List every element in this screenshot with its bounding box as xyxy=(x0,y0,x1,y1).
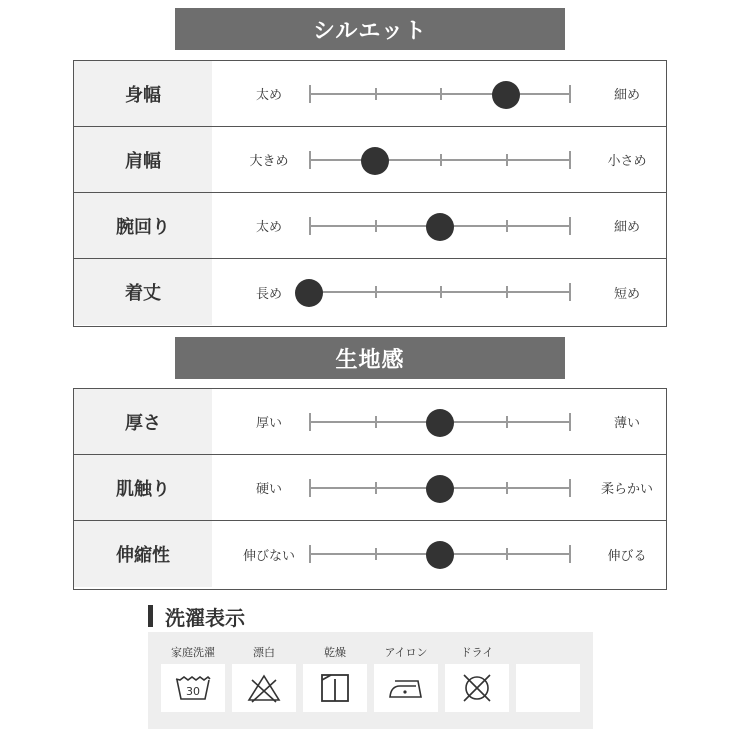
scale-left-label: 伸びない xyxy=(242,548,295,564)
scale-right-label: 伸びる xyxy=(607,548,647,564)
scale-left-label: 厚い xyxy=(255,416,282,431)
title-bar-icon xyxy=(148,605,153,627)
row-label: 肩幅 xyxy=(74,127,212,192)
scale-left-label: 硬い xyxy=(255,482,282,497)
scale-tick xyxy=(440,88,442,100)
spec-row-shoulder-width xyxy=(74,127,666,193)
scale xyxy=(309,455,571,520)
scale-tick xyxy=(375,88,377,100)
scale-tick xyxy=(309,217,311,235)
care-panel xyxy=(148,632,593,729)
scale-tick xyxy=(375,286,377,298)
scale-tick xyxy=(309,479,311,497)
spec-row-arm-circumference xyxy=(74,193,666,259)
scale-marker xyxy=(426,409,454,437)
scale-left-label: 太め xyxy=(255,220,282,235)
wash-temp: 30 xyxy=(186,685,200,698)
care-label: 乾燥 xyxy=(324,646,346,659)
scale-tick xyxy=(309,151,311,169)
scale-tick xyxy=(506,548,508,560)
care-item-dry xyxy=(303,632,367,729)
scale-right-label: 細め xyxy=(613,88,640,103)
spec-row-thickness xyxy=(74,389,666,455)
spec-row-texture xyxy=(74,455,666,521)
scale-tick xyxy=(569,85,571,103)
scale-right-label: 薄い xyxy=(613,416,640,431)
washtub-30-icon xyxy=(161,664,225,712)
row-label: 伸縮性 xyxy=(74,521,212,587)
care-label: アイロン xyxy=(384,646,428,659)
fabric-table xyxy=(73,388,667,590)
spec-row-length xyxy=(74,259,666,325)
scale-tick xyxy=(569,151,571,169)
scale xyxy=(309,127,571,192)
scale-marker xyxy=(492,81,520,109)
spec-row-stretch xyxy=(74,521,666,587)
care-item-home-wash xyxy=(161,632,225,729)
scale-marker xyxy=(426,541,454,569)
care-item-iron xyxy=(374,632,438,729)
scale-tick xyxy=(309,545,311,563)
row-label: 腕回り xyxy=(74,193,212,258)
scale-tick xyxy=(309,413,311,431)
scale-marker xyxy=(295,279,323,307)
scale-tick xyxy=(569,545,571,563)
scale-tick xyxy=(506,220,508,232)
row-label: 厚さ xyxy=(74,389,212,454)
scale-tick xyxy=(440,154,442,166)
row-label: 肌触り xyxy=(74,455,212,520)
scale-tick xyxy=(375,220,377,232)
care-label: 家庭洗濯 xyxy=(171,646,215,659)
scale-tick xyxy=(506,416,508,428)
scale-left-label: 長め xyxy=(255,286,282,302)
scale xyxy=(309,521,571,587)
spec-row-body-width xyxy=(74,61,666,127)
scale-right-label: 小さめ xyxy=(607,154,647,169)
scale-left-label: 大きめ xyxy=(249,154,289,169)
scale xyxy=(309,61,571,126)
scale-tick xyxy=(375,482,377,494)
scale-tick xyxy=(506,154,508,166)
iron-low-icon xyxy=(374,664,438,712)
care-label: 漂白 xyxy=(253,646,275,659)
scale-tick xyxy=(375,416,377,428)
row-label: 着丈 xyxy=(74,259,212,325)
scale-marker xyxy=(361,147,389,175)
scale-tick xyxy=(375,548,377,560)
no-dry-clean-icon xyxy=(445,664,509,712)
scale-tick xyxy=(569,217,571,235)
scale-tick xyxy=(440,286,442,298)
silhouette-table xyxy=(73,60,667,327)
row-label: 身幅 xyxy=(74,61,212,126)
scale-right-label: 細め xyxy=(613,220,640,235)
scale xyxy=(309,259,571,325)
scale-tick xyxy=(569,413,571,431)
scale-marker xyxy=(426,475,454,503)
care-item-empty xyxy=(516,632,580,729)
care-item-dry-clean xyxy=(445,632,509,729)
scale-tick xyxy=(506,482,508,494)
scale xyxy=(309,389,571,454)
scale-tick xyxy=(309,85,311,103)
scale-tick xyxy=(506,286,508,298)
care-empty-box xyxy=(516,664,580,712)
care-title-text: 洗濯表示 xyxy=(165,605,245,630)
scale-marker xyxy=(426,213,454,241)
fabric-header: 生地感 xyxy=(175,337,565,379)
silhouette-header: シルエット xyxy=(175,8,565,50)
no-bleach-icon xyxy=(232,664,296,712)
care-item-bleach xyxy=(232,632,296,729)
line-dry-icon xyxy=(303,664,367,712)
scale-left-label: 太め xyxy=(255,88,282,103)
scale-right-label: 柔らかい xyxy=(600,482,653,497)
care-title xyxy=(148,603,245,629)
scale-tick xyxy=(569,479,571,497)
care-label: ドライ xyxy=(460,646,494,659)
scale-tick xyxy=(569,283,571,301)
scale xyxy=(309,193,571,258)
scale-right-label: 短め xyxy=(613,286,640,302)
